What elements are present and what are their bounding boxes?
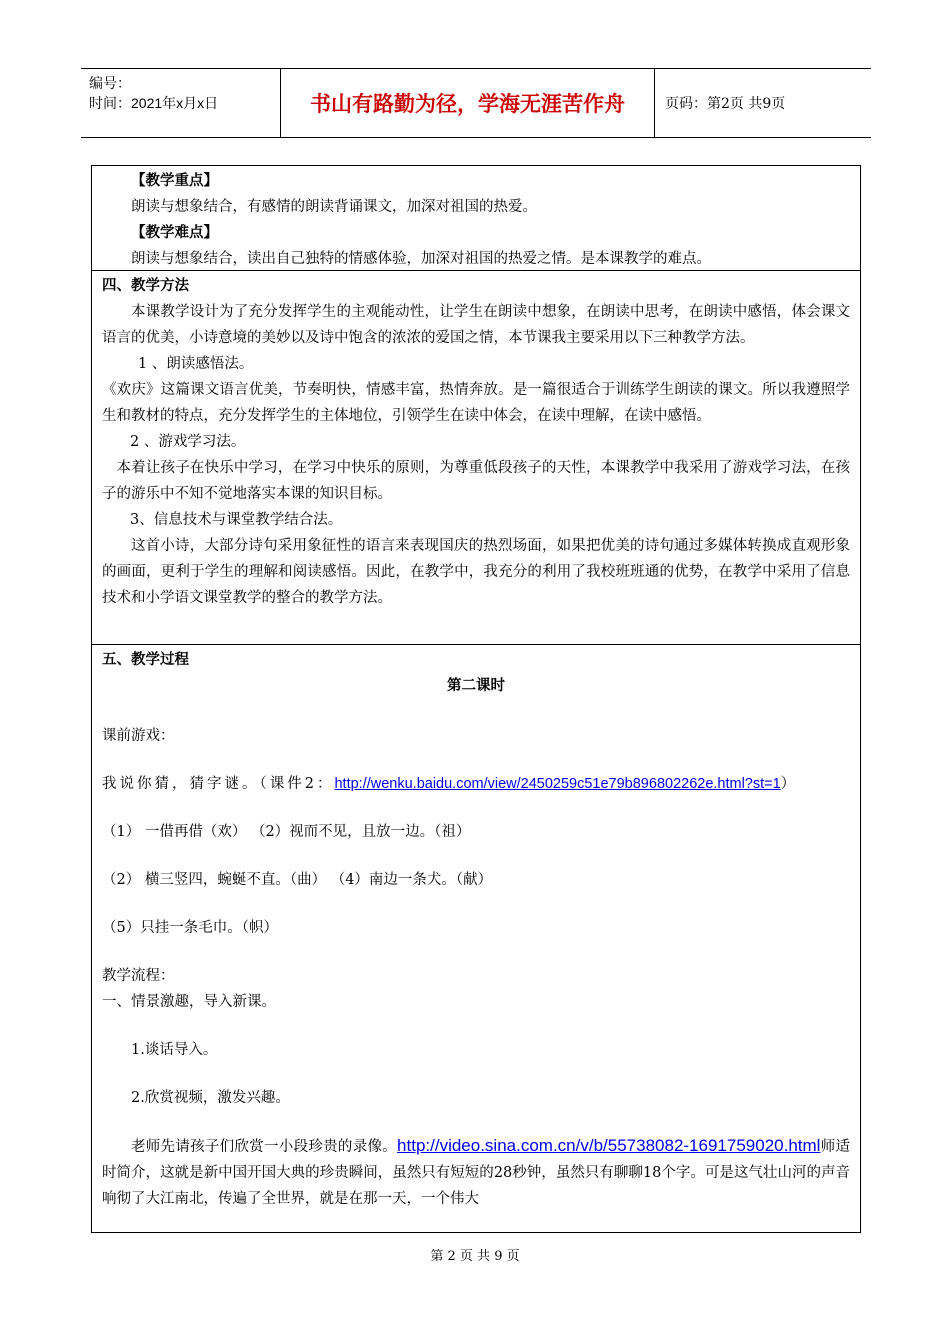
lesson-table xyxy=(91,165,861,1233)
process-title: 五、教学过程 xyxy=(102,651,189,668)
methods-title: 四、教学方法 xyxy=(102,277,189,294)
methods-intro: 本课教学设计为了充分发挥学生的主观能动性，让学生在朗读中想象，在朗读中思考，在朗读中感悟，体会课文语言的优美，小诗意境的美妙以及诗中饱含的浓浓的爱国之情，本节课我主要采用以下三种教学方法。 xyxy=(102,304,850,346)
video-intro: 老师先请孩子们欣赏一小段珍贵的录像。 xyxy=(131,1139,398,1155)
number-label: 编号： xyxy=(89,75,131,91)
method-1-title: 1 、朗读感悟法。 xyxy=(138,356,254,372)
pre-game-label: 课前游戏： xyxy=(102,728,175,744)
video-paragraph xyxy=(102,1133,850,1212)
page-footer: 第 2 页 共 9 页 xyxy=(430,1249,520,1264)
process-section xyxy=(92,645,860,1212)
method-3-text: 这首小诗，大部分诗句采用象征性的语言来表现国庆的热烈场面，如果把优美的诗句通过多媒体转换成直观形象的画面，更利于学生的理解和阅读感悟。因此，在教学中，我充分的利用了我校班班通的优势，在教学中采用了信息技术和小学语文课堂教学的整合的教学方法。 xyxy=(102,538,850,606)
header-motto: 书山有路勤为径，学海无涯苦作舟 xyxy=(281,69,655,137)
video-text: 师适时简介，这就是新中国开国大典的珍贵瞬间，虽然只有短短的28秒钟，虽然只有聊聊18个字。可是这气壮山河的声音响彻了大江南北，传遍了全世界，就是在那一天，一个伟大 xyxy=(102,1139,851,1207)
riddle-close: ） xyxy=(780,776,799,792)
step-1-2: 2.欣赏视频，激发兴趣。 xyxy=(131,1090,290,1106)
key-title: 【教学重点】 xyxy=(131,172,218,189)
method-2-text: 本着让孩子在快乐中学习，在学习中快乐的原则，为尊重低段孩子的天性，本课教学中我采用了游戏学习法，在孩子的游乐中不知不觉地落实本课的知识目标。 xyxy=(102,460,850,502)
video-link[interactable]: http://video.sina.com.cn/v/b/55738082-1691759020.html xyxy=(397,1136,821,1155)
method-2-title: 2 、游戏学习法。 xyxy=(130,434,246,450)
focus-section xyxy=(92,166,860,271)
step-1-1: 1.谈话导入。 xyxy=(131,1042,218,1058)
riddle-link[interactable]: http://wenku.baidu.com/view/2450259c51e79b896802262e.html?st=1 xyxy=(334,776,781,792)
riddle-2: （2） 横三竖四，蜿蜒不直。（曲） （4）南边一条犬。（献） xyxy=(102,872,493,888)
riddle-3: （5）只挂一条毛巾。（帜） xyxy=(102,920,278,936)
difficulty-title: 【教学难点】 xyxy=(131,224,218,241)
step-1: 一、情景激趣，导入新课。 xyxy=(102,994,276,1010)
header-meta xyxy=(81,69,281,137)
difficulty-text: 朗读与想象结合，读出自己独特的情感体验，加深对祖国的热爱之情。是本课教学的难点。 xyxy=(131,251,711,267)
riddle-intro: 我说你猜，猜字谜。（课件2： xyxy=(102,776,335,792)
lesson-title: 第二课时 xyxy=(447,677,505,694)
methods-section xyxy=(92,271,860,645)
header-page-info: 页码：第2页 共9页 xyxy=(665,96,786,112)
key-text: 朗读与想象结合，有感情的朗读背诵课文，加深对祖国的热爱。 xyxy=(131,199,537,215)
riddle-1: （1） 一借再借（欢） （2）视而不见，且放一边。（祖） xyxy=(102,824,471,840)
riddle-intro-paragraph xyxy=(102,771,850,797)
document-header xyxy=(81,68,871,138)
method-1-text: 《欢庆》这篇课文语言优美，节奏明快，情感丰富，热情奔放。是一篇很适合于训练学生朗读的课文。所以我遵照学生和教材的特点，充分发挥学生的主体地位，引领学生在读中体会，在读中理解，在读中感悟。 xyxy=(102,382,850,424)
time-label: 时间：2021年x月x日 xyxy=(89,95,219,111)
method-3-title: 3、信息技术与课堂教学结合法。 xyxy=(130,512,343,528)
flow-title: 教学流程： xyxy=(102,968,175,984)
